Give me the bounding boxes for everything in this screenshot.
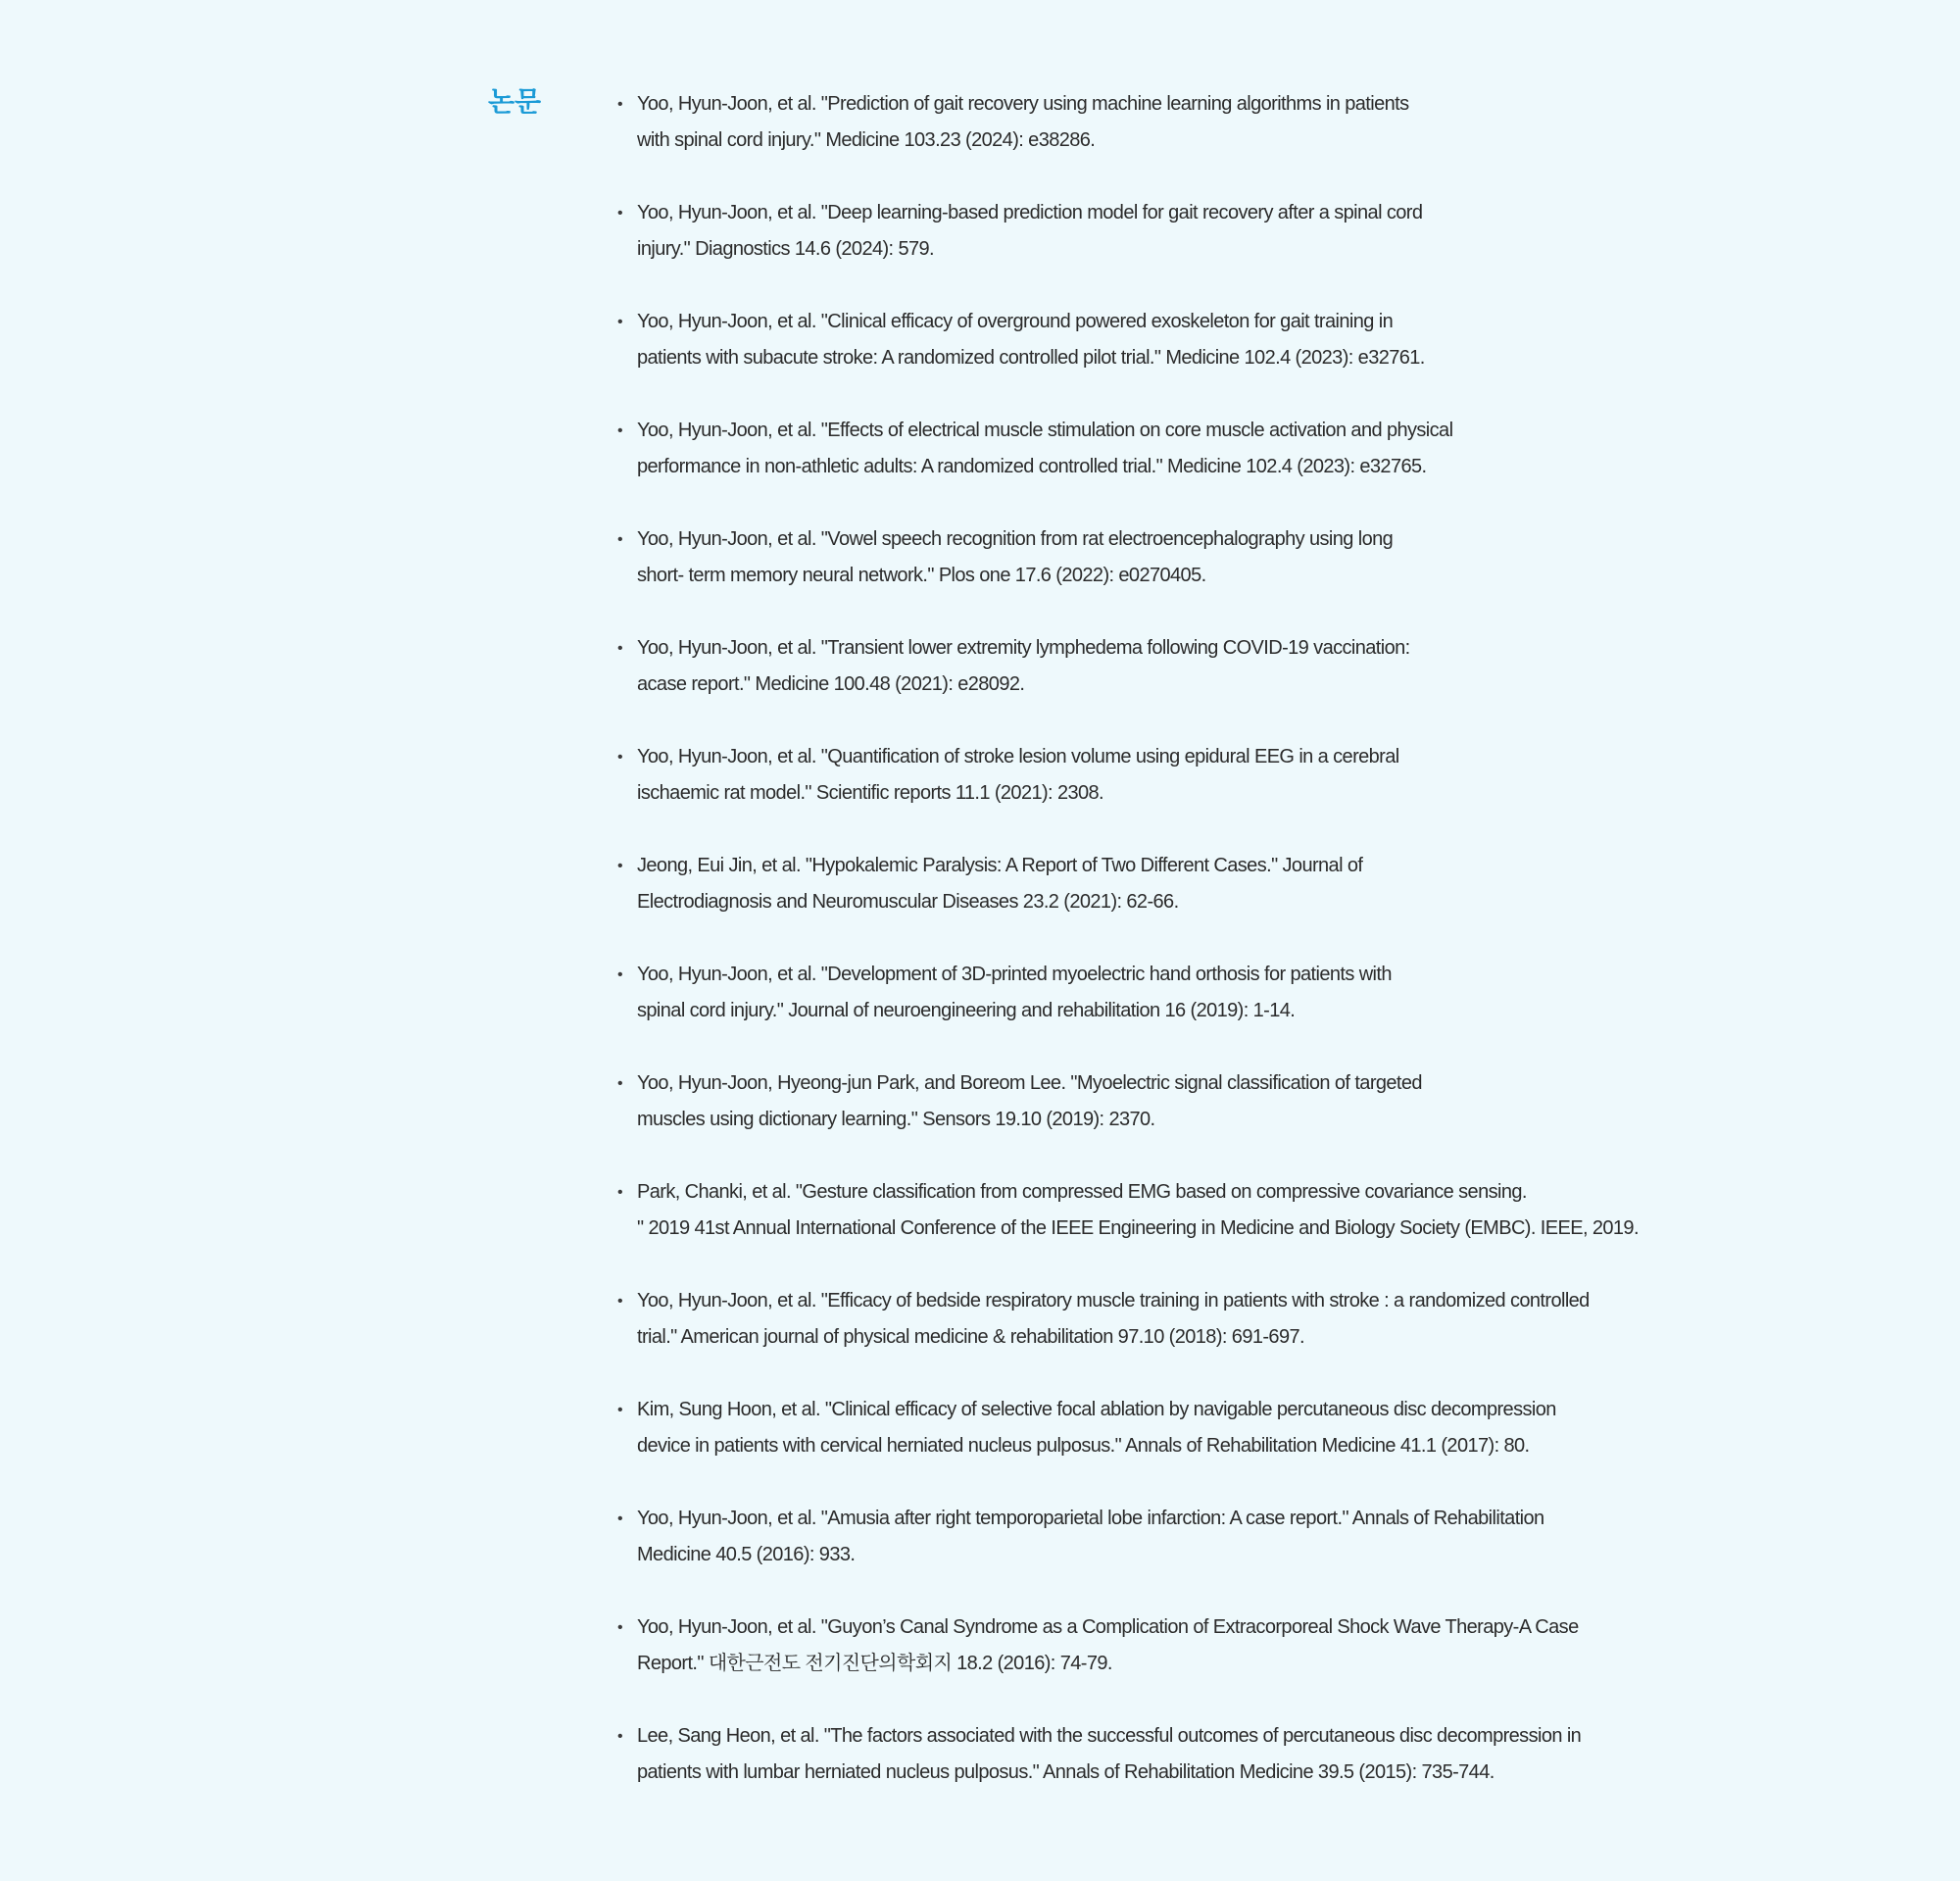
publication-item (617, 521, 1597, 630)
publication-line: Kim, Sung Hoon, et al. "Clinical efficacy of selective focal ablation by navigable percutaneous disc decompression (637, 1399, 1556, 1420)
publication-line: Electrodiagnosis and Neuromuscular Diseases 23.2 (2021): 62-66. (637, 891, 1179, 913)
publication-line: Yoo, Hyun-Joon, et al. "Amusia after right temporoparietal lobe infarction: A case report." Annals of Rehabilitation (637, 1508, 1544, 1529)
publication-line: Yoo, Hyun-Joon, et al. "Prediction of gait recovery using machine learning algorithms in patients (637, 93, 1409, 115)
bullet-icon: • (617, 858, 623, 874)
publication-line: Yoo, Hyun-Joon, et al. "Clinical efficacy of overground powered exoskeleton for gait training in (637, 311, 1394, 332)
publication-line: Lee, Sang Heon, et al. "The factors associated with the successful outcomes of percutaneous disc decompression in (637, 1725, 1582, 1747)
publication-line: performance in non-athletic adults: A randomized controlled trial." Medicine 102.4 (2023): e32765. (637, 456, 1427, 477)
publication-item (617, 957, 1597, 1065)
publication-line: Jeong, Eui Jin, et al. "Hypokalemic Paralysis: A Report of Two Different Cases." Journal of (637, 855, 1363, 876)
publication-item (617, 1065, 1597, 1174)
bullet-icon: • (617, 422, 623, 439)
bullet-icon: • (617, 1510, 623, 1527)
publication-line: Yoo, Hyun-Joon, et al. "Efficacy of bedside respiratory muscle training in patients with stroke : a randomized controlled (637, 1290, 1590, 1312)
section-label: 논문 (488, 85, 542, 118)
publication-line: short- term memory neural network." Plos one 17.6 (2022): e0270405. (637, 565, 1206, 586)
publication-item (617, 1174, 1639, 1283)
bullet-icon: • (617, 1402, 623, 1418)
bullet-icon: • (617, 749, 623, 766)
publication-item (617, 1283, 1597, 1392)
bullet-icon: • (617, 96, 623, 113)
publication-line: Yoo, Hyun-Joon, et al. "Deep learning-based prediction model for gait recovery after a spinal cord (637, 202, 1423, 223)
publication-line: Yoo, Hyun-Joon, et al. "Guyon’s Canal Syndrome as a Complication of Extracorporeal Shock Wave Therapy-A Case (637, 1616, 1579, 1638)
publication-line: Yoo, Hyun-Joon, et al. "Transient lower extremity lymphedema following COVID-19 vaccination: (637, 637, 1410, 659)
publication-item (617, 1392, 1597, 1501)
bullet-icon: • (617, 966, 623, 983)
publication-line: Park, Chanki, et al. "Gesture classification from compressed EMG based on compressive covariance sensing. (637, 1181, 1527, 1203)
publication-list (617, 86, 1639, 1827)
publication-line: Report." 대한근전도 전기진단의학회지 18.2 (2016): 74-79. (637, 1653, 1112, 1674)
publication-item (617, 195, 1597, 304)
bullet-icon: • (617, 640, 623, 657)
publication-line: " 2019 41st Annual International Conference of the IEEE Engineering in Medicine and Biology Society (EMBC). IEEE, 2019. (637, 1217, 1639, 1239)
bullet-icon: • (617, 1728, 623, 1745)
publication-line: Yoo, Hyun-Joon, et al. "Effects of electrical muscle stimulation on core muscle activation and physical (637, 420, 1453, 441)
publication-item (617, 848, 1597, 957)
bullet-icon: • (617, 1075, 623, 1092)
publication-item (617, 1718, 1597, 1827)
publication-line: muscles using dictionary learning." Sensors 19.10 (2019): 2370. (637, 1109, 1155, 1130)
bullet-icon: • (617, 314, 623, 330)
publication-item (617, 413, 1597, 521)
publication-line: Yoo, Hyun-Joon, et al. "Quantification of stroke lesion volume using epidural EEG in a cerebral (637, 746, 1399, 767)
publication-item (617, 86, 1597, 195)
publication-line: Yoo, Hyun-Joon, Hyeong-jun Park, and Boreom Lee. "Myoelectric signal classification of targeted (637, 1072, 1422, 1094)
publication-line: patients with lumbar herniated nucleus pulposus." Annals of Rehabilitation Medicine 39.5 (2015): 735-744. (637, 1761, 1494, 1783)
publication-line: Medicine 40.5 (2016): 933. (637, 1544, 856, 1565)
publication-line: Yoo, Hyun-Joon, et al. "Development of 3D-printed myoelectric hand orthosis for patients with (637, 964, 1392, 985)
bullet-icon: • (617, 1184, 623, 1201)
publication-item (617, 630, 1597, 739)
publication-line: device in patients with cervical herniated nucleus pulposus." Annals of Rehabilitation Medicine 41.1 (2017): 80. (637, 1435, 1530, 1457)
bullet-icon: • (617, 1619, 623, 1636)
publication-item (617, 304, 1597, 413)
bullet-icon: • (617, 1293, 623, 1310)
publication-line: patients with subacute stroke: A randomized controlled pilot trial." Medicine 102.4 (2023): e32761. (637, 347, 1425, 369)
bullet-icon: • (617, 205, 623, 222)
publication-line: injury." Diagnostics 14.6 (2024): 579. (637, 238, 934, 260)
publication-item (617, 1609, 1597, 1718)
publication-line: ischaemic rat model." Scientific reports 11.1 (2021): 2308. (637, 782, 1104, 804)
publication-line: spinal cord injury." Journal of neuroengineering and rehabilitation 16 (2019): 1-14. (637, 1000, 1296, 1021)
publication-line: acase report." Medicine 100.48 (2021): e28092. (637, 673, 1025, 695)
publication-line: with spinal cord injury." Medicine 103.23 (2024): e38286. (637, 129, 1096, 151)
publication-item (617, 739, 1597, 848)
publication-item (617, 1501, 1597, 1609)
bullet-icon: • (617, 531, 623, 548)
publication-line: trial." American journal of physical medicine & rehabilitation 97.10 (2018): 691-697. (637, 1326, 1304, 1348)
publication-line: Yoo, Hyun-Joon, et al. "Vowel speech recognition from rat electroencephalography using long (637, 528, 1394, 550)
